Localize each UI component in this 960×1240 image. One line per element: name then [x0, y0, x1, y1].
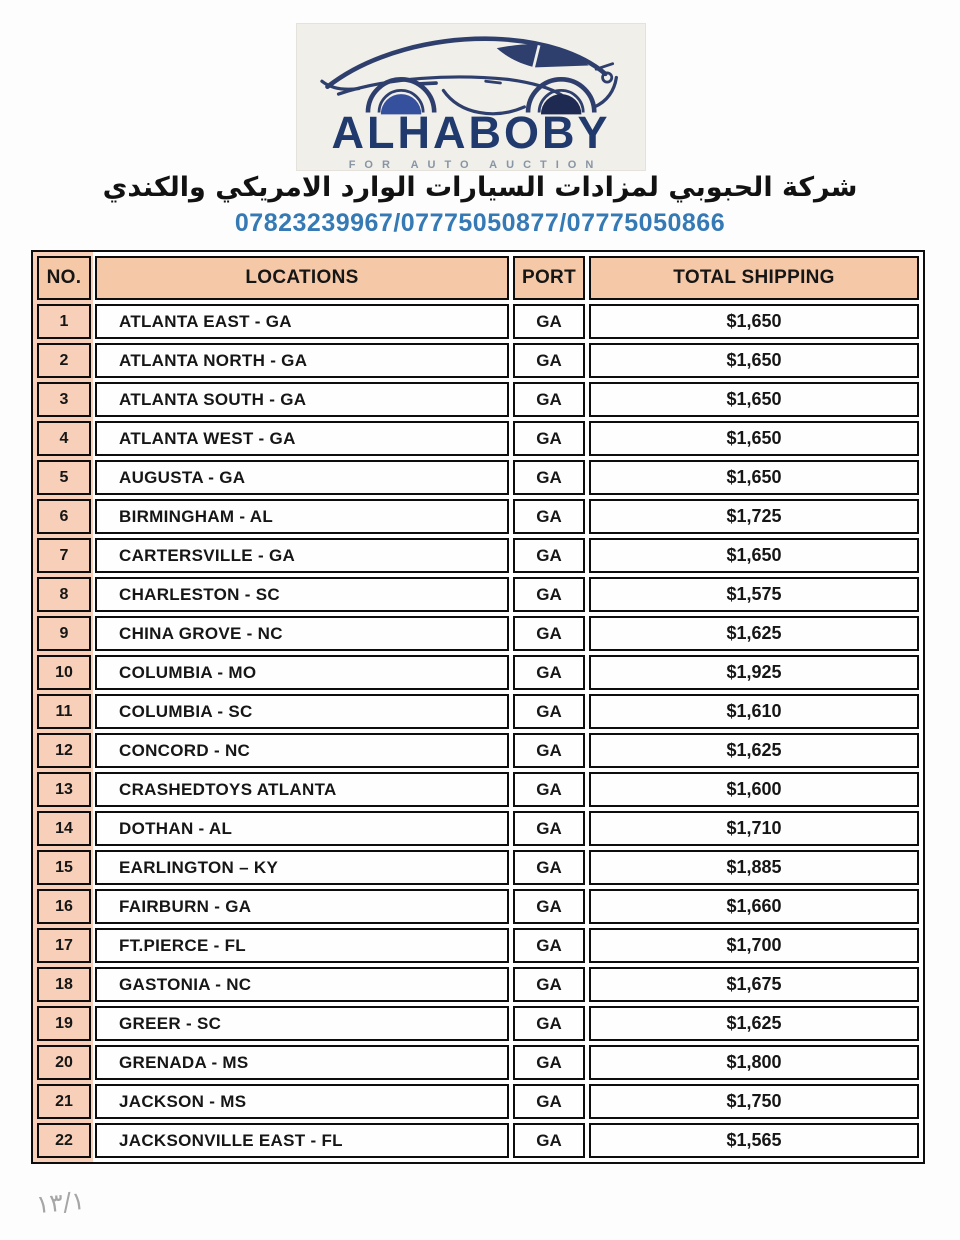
cell-total-shipping: $1,625: [589, 1006, 919, 1041]
cell-location: ATLANTA WEST - GA: [95, 421, 509, 456]
cell-location: FT.PIERCE - FL: [95, 928, 509, 963]
cell-port: GA: [513, 460, 585, 495]
cell-row-number: 10: [37, 655, 91, 690]
column-header-no: NO.: [37, 256, 91, 300]
table-body: [37, 304, 919, 1158]
cell-row-number: 14: [37, 811, 91, 846]
cell-port: GA: [513, 772, 585, 807]
cell-port: GA: [513, 304, 585, 339]
table-row: [37, 928, 919, 963]
cell-total-shipping: $1,650: [589, 538, 919, 573]
cell-row-number: 6: [37, 499, 91, 534]
table-row: [37, 889, 919, 924]
cell-total-shipping: $1,625: [589, 733, 919, 768]
table-row: [37, 382, 919, 417]
shipping-price-table: [31, 250, 925, 1164]
cell-location: FAIRBURN - GA: [95, 889, 509, 924]
cell-location: GASTONIA - NC: [95, 967, 509, 1002]
cell-total-shipping: $1,610: [589, 694, 919, 729]
cell-total-shipping: $1,710: [589, 811, 919, 846]
brand-tagline: FOR AUTO AUCTION: [348, 159, 603, 171]
cell-total-shipping: $1,650: [589, 304, 919, 339]
cell-location: COLUMBIA - MO: [95, 655, 509, 690]
cell-total-shipping: $1,650: [589, 421, 919, 456]
cell-location: CARTERSVILLE - GA: [95, 538, 509, 573]
cell-row-number: 11: [37, 694, 91, 729]
cell-total-shipping: $1,650: [589, 460, 919, 495]
cell-location: CHINA GROVE - NC: [95, 616, 509, 651]
table-row: [37, 1123, 919, 1158]
cell-port: GA: [513, 616, 585, 651]
cell-port: GA: [513, 538, 585, 573]
cell-location: GREER - SC: [95, 1006, 509, 1041]
table-row: [37, 421, 919, 456]
cell-row-number: 19: [37, 1006, 91, 1041]
cell-location: EARLINGTON – KY: [95, 850, 509, 885]
cell-location: ATLANTA SOUTH - GA: [95, 382, 509, 417]
cell-port: GA: [513, 1084, 585, 1119]
cell-port: GA: [513, 499, 585, 534]
cell-row-number: 8: [37, 577, 91, 612]
cell-row-number: 1: [37, 304, 91, 339]
cell-location: ATLANTA NORTH - GA: [95, 343, 509, 378]
cell-port: GA: [513, 655, 585, 690]
cell-port: GA: [513, 421, 585, 456]
cell-port: GA: [513, 1123, 585, 1158]
cell-port: GA: [513, 343, 585, 378]
cell-port: GA: [513, 850, 585, 885]
cell-row-number: 5: [37, 460, 91, 495]
cell-total-shipping: $1,725: [589, 499, 919, 534]
cell-total-shipping: $1,885: [589, 850, 919, 885]
cell-total-shipping: $1,565: [589, 1123, 919, 1158]
table-row: [37, 577, 919, 612]
cell-row-number: 3: [37, 382, 91, 417]
cell-row-number: 21: [37, 1084, 91, 1119]
cell-port: GA: [513, 928, 585, 963]
table-row: [37, 460, 919, 495]
cell-row-number: 17: [37, 928, 91, 963]
car-silhouette-icon: [311, 26, 631, 118]
cell-total-shipping: $1,650: [589, 343, 919, 378]
cell-row-number: 16: [37, 889, 91, 924]
column-header-port: PORT: [513, 256, 585, 300]
cell-port: GA: [513, 1006, 585, 1041]
cell-location: GRENADA - MS: [95, 1045, 509, 1080]
company-title-arabic: شركة الحبوبي لمزادات السيارات الوارد الامريكي والكندي: [102, 172, 858, 203]
cell-location: BIRMINGHAM - AL: [95, 499, 509, 534]
table-row: [37, 304, 919, 339]
table-row: [37, 850, 919, 885]
table-row: [37, 1045, 919, 1080]
cell-row-number: 18: [37, 967, 91, 1002]
cell-total-shipping: $1,660: [589, 889, 919, 924]
cell-total-shipping: $1,575: [589, 577, 919, 612]
table-row: [37, 772, 919, 807]
cell-total-shipping: $1,700: [589, 928, 919, 963]
phone-numbers: 07823239967/07775050877/07775050866: [234, 209, 726, 237]
cell-row-number: 15: [37, 850, 91, 885]
cell-row-number: 20: [37, 1045, 91, 1080]
cell-total-shipping: $1,675: [589, 967, 919, 1002]
table-row: [37, 733, 919, 768]
cell-location: AUGUSTA - GA: [95, 460, 509, 495]
table-header-row: [37, 256, 919, 300]
table-row: [37, 499, 919, 534]
cell-location: CONCORD - NC: [95, 733, 509, 768]
cell-location: ATLANTA EAST - GA: [95, 304, 509, 339]
cell-total-shipping: $1,925: [589, 655, 919, 690]
cell-total-shipping: $1,800: [589, 1045, 919, 1080]
cell-row-number: 22: [37, 1123, 91, 1158]
table-row: [37, 655, 919, 690]
cell-row-number: 2: [37, 343, 91, 378]
cell-location: COLUMBIA - SC: [95, 694, 509, 729]
table-row: [37, 967, 919, 1002]
table-row: [37, 811, 919, 846]
cell-port: GA: [513, 889, 585, 924]
column-header-locations: LOCATIONS: [95, 256, 509, 300]
cell-port: GA: [513, 967, 585, 1002]
cell-total-shipping: $1,650: [589, 382, 919, 417]
cell-location: CHARLESTON - SC: [95, 577, 509, 612]
cell-location: DOTHAN - AL: [95, 811, 509, 846]
cell-port: GA: [513, 382, 585, 417]
cell-location: JACKSONVILLE EAST - FL: [95, 1123, 509, 1158]
cell-port: GA: [513, 1045, 585, 1080]
brand-name: ALHABOBY: [331, 107, 611, 158]
cell-row-number: 13: [37, 772, 91, 807]
cell-port: GA: [513, 811, 585, 846]
cell-location: CRASHEDTOYS ATLANTA: [95, 772, 509, 807]
cell-total-shipping: $1,625: [589, 616, 919, 651]
table-row: [37, 694, 919, 729]
table-row: [37, 1084, 919, 1119]
table-row: [37, 1006, 919, 1041]
cell-port: GA: [513, 733, 585, 768]
cell-location: JACKSON - MS: [95, 1084, 509, 1119]
cell-row-number: 12: [37, 733, 91, 768]
table-row: [37, 538, 919, 573]
cell-row-number: 7: [37, 538, 91, 573]
cell-port: GA: [513, 694, 585, 729]
company-logo: [297, 24, 645, 170]
cell-total-shipping: $1,600: [589, 772, 919, 807]
column-header-total-shipping: TOTAL SHIPPING: [589, 256, 919, 300]
page-number: ١٣/١: [34, 1185, 86, 1220]
cell-row-number: 4: [37, 421, 91, 456]
cell-port: GA: [513, 577, 585, 612]
cell-total-shipping: $1,750: [589, 1084, 919, 1119]
cell-row-number: 9: [37, 616, 91, 651]
table-row: [37, 343, 919, 378]
table-row: [37, 616, 919, 651]
